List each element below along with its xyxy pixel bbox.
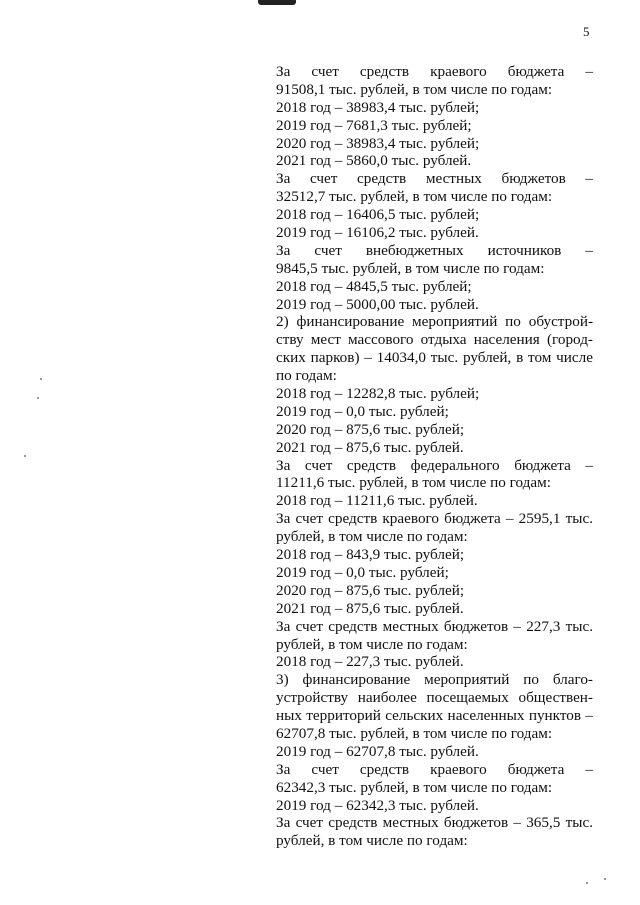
text-line: 2018 год – 4845,5 тыс. рублей; xyxy=(276,277,472,295)
text-line: 2019 год – 16106,2 тыс. рублей. xyxy=(276,224,479,242)
text-line: За счет средств федерального бюджета – xyxy=(276,456,593,474)
text-line: рублей, в том числе по годам: xyxy=(276,528,468,546)
text-line: 2018 год – 12282,8 тыс. рублей; xyxy=(276,385,480,403)
scan-speck xyxy=(24,455,26,457)
text-line: 32512,7 тыс. рублей, в том числе по годам: xyxy=(276,188,553,206)
page-number: 5 xyxy=(583,24,590,39)
text-line: 2019 год – 0,0 тыс. рублей; xyxy=(276,563,449,581)
text-line: 2019 год – 62707,8 тыс. рублей. xyxy=(276,742,479,760)
text-line: ных территорий сельских населенных пунктов – xyxy=(276,707,593,725)
text-line: 2019 год – 7681,3 тыс. рублей; xyxy=(276,116,472,134)
text-line: За счет средств краевого бюджета – xyxy=(276,63,593,80)
scan-speck xyxy=(40,378,42,380)
text-line: 2) финансирование мероприятий по обустрой- xyxy=(276,313,593,331)
text-line: 2020 год – 875,6 тыс. рублей; xyxy=(276,581,465,599)
text-line: 2018 год – 16406,5 тыс. рублей; xyxy=(276,206,480,224)
text-line: 62342,3 тыс. рублей, в том числе по годам: xyxy=(276,778,553,796)
text-line: За счет средств местных бюджетов – xyxy=(276,170,593,188)
text-line: 11211,6 тыс. рублей, в том числе по годам: xyxy=(276,474,551,492)
scan-speck xyxy=(604,878,606,880)
scan-artifact-mark xyxy=(258,0,296,5)
text-line: по годам: xyxy=(276,367,337,385)
text-line: 2020 год – 38983,4 тыс. рублей; xyxy=(276,134,480,152)
text-line: 2019 год – 5000,00 тыс. рублей. xyxy=(276,295,479,313)
text-line: 2021 год – 875,6 тыс. рублей. xyxy=(276,438,464,456)
scan-speck xyxy=(586,882,588,884)
text-line: 62707,8 тыс. рублей, в том числе по годам: xyxy=(276,724,553,742)
text-line: За счет средств местных бюджетов – 227,3 тыс. xyxy=(276,617,593,635)
text-line: 2019 год – 0,0 тыс. рублей; xyxy=(276,402,449,420)
text-line: 3) финансирование мероприятий по благо- xyxy=(276,671,593,689)
text-line: 2018 год – 227,3 тыс. рублей. xyxy=(276,653,464,671)
text-line: 2018 год – 11211,6 тыс. рублей. xyxy=(276,492,478,510)
text-line: 2019 год – 62342,3 тыс. рублей. xyxy=(276,796,479,814)
scan-speck xyxy=(37,397,39,399)
text-line: рублей, в том числе по годам: xyxy=(276,832,468,850)
text-line: За счет средств местных бюджетов – 365,5 тыс. xyxy=(276,814,593,832)
document-text-column xyxy=(276,63,593,850)
text-line: 2020 год – 875,6 тыс. рублей; xyxy=(276,420,465,438)
text-line: устройству наиболее посещаемых обществен- xyxy=(276,689,593,707)
text-line: 2021 год – 5860,0 тыс. рублей. xyxy=(276,152,472,170)
text-line: 2018 год – 38983,4 тыс. рублей; xyxy=(276,98,480,116)
text-line: За счет внебюджетных источников – xyxy=(276,241,593,259)
text-line: 9845,5 тыс. рублей, в том числе по годам: xyxy=(276,259,545,277)
text-line: 2021 год – 875,6 тыс. рублей. xyxy=(276,599,464,617)
text-line: 91508,1 тыс. рублей, в том числе по годам: xyxy=(276,80,553,98)
text-line: За счет средств краевого бюджета – 2595,1 тыс. xyxy=(276,510,593,528)
text-line: рублей, в том числе по годам: xyxy=(276,635,468,653)
text-line: За счет средств краевого бюджета – xyxy=(276,760,593,778)
text-line: ских парков) – 14034,0 тыс. рублей, в том числе xyxy=(276,349,593,367)
text-line: ству мест массового отдыха населения (город- xyxy=(276,331,593,349)
text-line: 2018 год – 843,9 тыс. рублей; xyxy=(276,546,465,564)
